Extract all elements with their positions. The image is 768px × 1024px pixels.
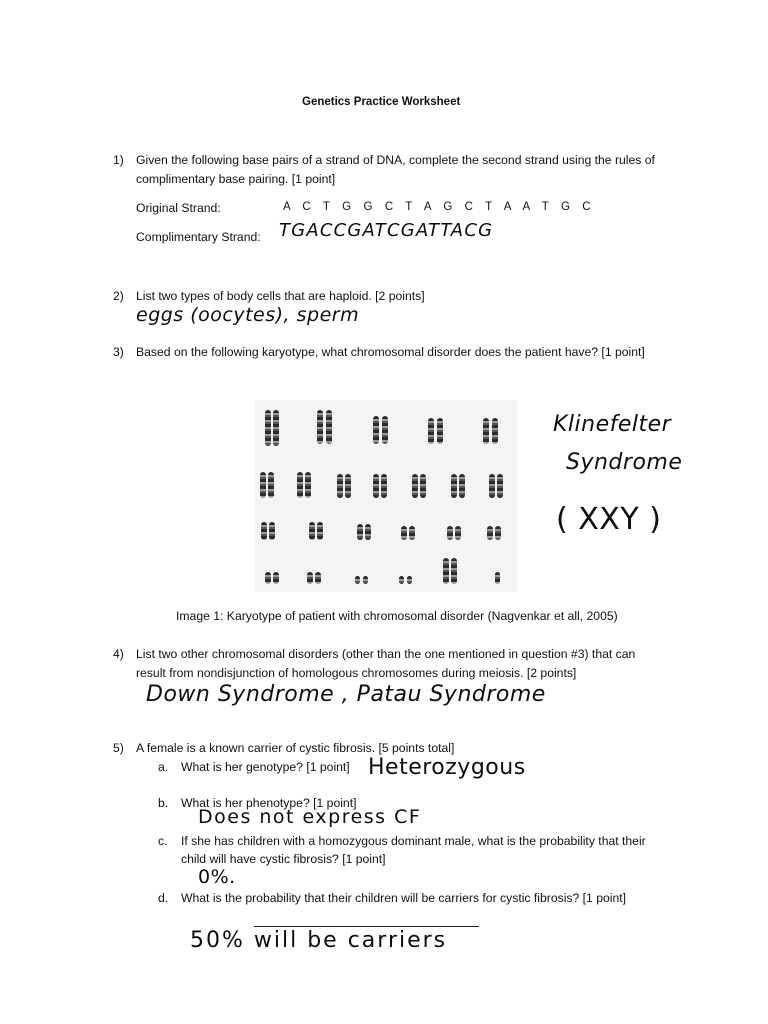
- chromosome: [399, 576, 404, 584]
- chromosome: [307, 572, 313, 584]
- chromosome: [355, 576, 360, 584]
- chromosome: [401, 526, 407, 540]
- chromosome: [459, 474, 465, 498]
- q4-text-line1: List two other chromosomal disorders (other than the one mentioned in question #3) that can: [136, 647, 636, 661]
- chromosome: [373, 474, 379, 498]
- chromosome: [317, 410, 323, 444]
- chromosome: [337, 474, 343, 498]
- chromosome: [495, 572, 500, 584]
- original-strand-value: A C T G G C T A G C T A A T G C: [283, 201, 596, 213]
- q5-text: A female is a known carrier of cystic fibrosis. [5 points total]: [136, 741, 455, 755]
- chromosome: [326, 410, 332, 444]
- q5-number: 5): [113, 741, 124, 755]
- q5c-text-line2: child will have cystic fibrosis? [1 point]: [181, 852, 386, 866]
- chromosome: [305, 472, 311, 498]
- q3-number: 3): [113, 345, 124, 359]
- q3-answer-line3: ( XXY ): [556, 502, 662, 537]
- chromosome: [357, 524, 363, 540]
- chromosome: [412, 474, 418, 498]
- karyotype-image: [255, 400, 517, 592]
- chromosome: [443, 558, 449, 584]
- chromosome: [273, 410, 279, 446]
- q5d-text: What is the probability that their children will be carriers for cystic fibrosis? [1 point]: [181, 891, 627, 905]
- q5d-answer-line: [254, 926, 479, 927]
- q3-text: Based on the following karyotype, what chromosomal disorder does the patient have? [1 point]: [136, 345, 645, 359]
- q2-answer: eggs (oocytes), sperm: [136, 304, 360, 326]
- chromosome: [437, 418, 443, 444]
- complement-strand-label: Complimentary Strand:: [136, 230, 261, 244]
- chromosome: [428, 418, 434, 444]
- chromosome: [483, 418, 489, 444]
- chromosome: [381, 474, 387, 498]
- chromosome: [265, 410, 271, 446]
- q5a-answer: Heterozygous: [368, 755, 526, 780]
- chromosome: [497, 474, 503, 498]
- q5b-label: b.: [158, 796, 169, 810]
- q5b-text: What is her phenotype? [1 point]: [181, 796, 357, 810]
- complement-strand-answer: TGACCGATCGATTACG: [279, 220, 494, 241]
- chromosome: [409, 526, 415, 540]
- karyotype-caption: Image 1: Karyotype of patient with chromosomal disorder (Nagvenkar et all, 2005): [176, 609, 618, 623]
- chromosome: [487, 526, 493, 540]
- q5d-answer: 50% will be carriers: [190, 928, 448, 953]
- chromosome: [261, 522, 267, 540]
- chromosome: [309, 522, 315, 540]
- chromosome: [420, 474, 426, 498]
- q2-number: 2): [113, 289, 124, 303]
- chromosome: [273, 572, 279, 584]
- q4-answer: Down Syndrome , Patau Syndrome: [146, 682, 546, 707]
- chromosome: [365, 524, 371, 540]
- q3-answer-line1: Klinefelter: [553, 412, 672, 437]
- chromosome: [489, 474, 495, 498]
- q5b-answer: Does not express CF: [198, 806, 422, 828]
- chromosome: [455, 526, 461, 540]
- chromosome: [363, 576, 368, 584]
- chromosome: [265, 572, 271, 584]
- chromosome: [495, 526, 501, 540]
- q5c-label: c.: [158, 834, 168, 848]
- q1-text-line2: complimentary base pairing. [1 point]: [136, 172, 336, 186]
- q2-text: List two types of body cells that are haploid. [2 points]: [136, 289, 425, 303]
- q4-number: 4): [113, 647, 124, 661]
- q1-text-line1: Given the following base pairs of a strand of DNA, complete the second strand using the rules of: [136, 153, 655, 167]
- q1-number: 1): [113, 153, 124, 167]
- chromosome: [260, 472, 266, 498]
- q3-answer-line2: Syndrome: [566, 450, 683, 475]
- chromosome: [317, 522, 323, 540]
- page-title: Genetics Practice Worksheet: [302, 96, 461, 108]
- chromosome: [373, 416, 379, 444]
- chromosome: [447, 526, 453, 540]
- chromosome: [297, 472, 303, 498]
- chromosome: [451, 474, 457, 498]
- chromosome: [407, 576, 412, 584]
- q5c-text-line1: If she has children with a homozygous dominant male, what is the probability that their: [181, 834, 646, 848]
- q4-text-line2: result from nondisjunction of homologous chromosomes during meiosis. [2 points]: [136, 666, 577, 680]
- chromosome: [382, 416, 388, 444]
- chromosome: [345, 474, 351, 498]
- q5a-text: What is her genotype? [1 point]: [181, 760, 350, 774]
- q5d-label: d.: [158, 891, 169, 905]
- q5a-label: a.: [158, 760, 169, 774]
- chromosome: [315, 572, 321, 584]
- q5c-answer: 0%.: [198, 866, 236, 888]
- chromosome: [269, 522, 275, 540]
- chromosome: [451, 558, 457, 584]
- chromosome: [492, 418, 498, 444]
- chromosome: [268, 472, 274, 498]
- original-strand-label: Original Strand:: [136, 201, 221, 215]
